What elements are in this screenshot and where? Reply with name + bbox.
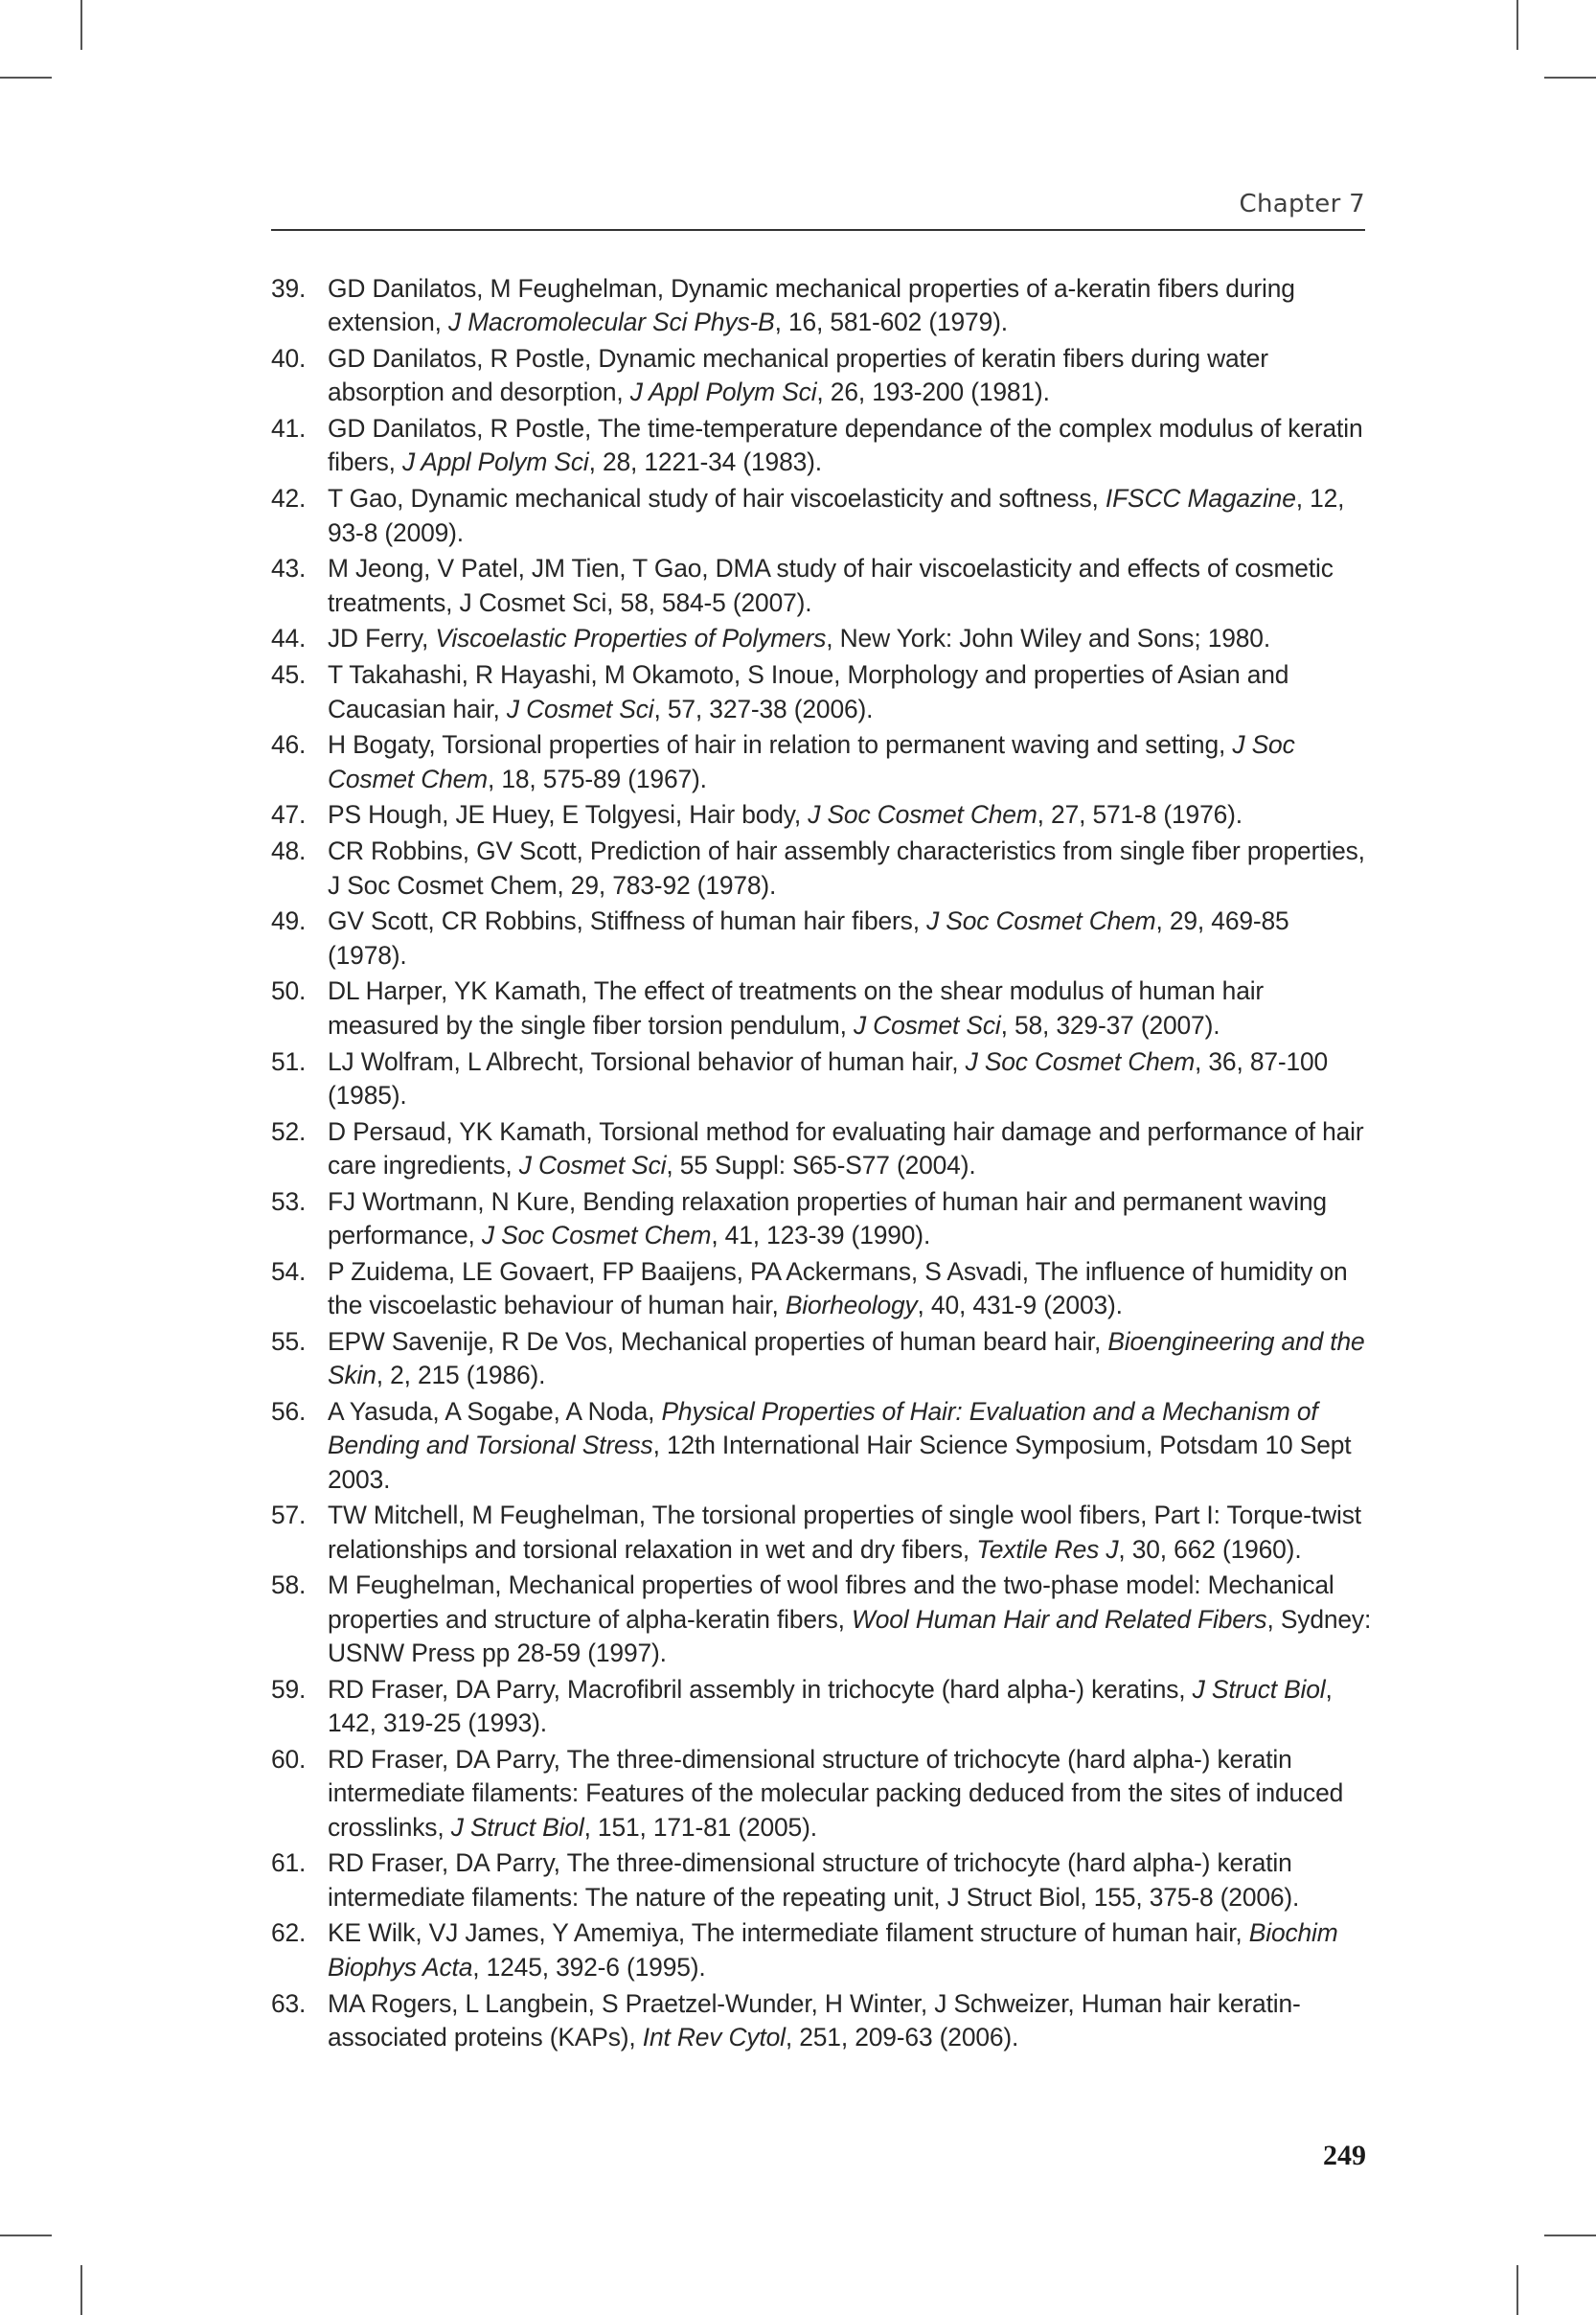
reference-item	[271, 658, 1373, 726]
reference-text-segment: PS Hough, JE Huey, E Tolgyesi, Hair body,	[328, 800, 809, 830]
reference-number: 58.	[271, 1570, 307, 1600]
reference-text-segment: , 57, 327-38 (2006).	[653, 694, 874, 723]
reference-text-segment: , 12, 93-8 (2009).	[328, 484, 1345, 547]
reference-source-title: J Struct Biol	[1192, 1674, 1326, 1704]
reference-item	[271, 835, 1373, 903]
reference-number: 62.	[271, 1918, 307, 1948]
reference-item	[271, 1115, 1373, 1183]
reference-text-segment: TW Mitchell, M Feughelman, The torsional properties of single wool fibers, Part I: Torque-twist relationships and torsional relaxation in wet and dry fibers,	[328, 1501, 1361, 1564]
reference-text-segment: D Persaud, YK Kamath, Torsional method for evaluating hair damage and performance of hair care ingredients,	[328, 1116, 1364, 1180]
reference-number: 47.	[271, 800, 307, 830]
reference-number: 45.	[271, 660, 307, 690]
reference-text	[328, 800, 1243, 829]
crop-mark	[1516, 2265, 1518, 2315]
reference-text	[328, 1397, 1351, 1494]
reference-text	[328, 484, 1344, 546]
reference-item	[271, 1916, 1373, 1984]
crop-mark	[1544, 2235, 1596, 2236]
reference-item	[271, 1846, 1373, 1914]
reference-text-segment: , 142, 319-25 (1993).	[328, 1674, 1333, 1738]
page-number: 249	[1323, 2140, 1366, 2171]
reference-text-segment: RD Fraser, DA Parry, The three-dimensional structure of trichocyte (hard alpha-) keratin intermediate filaments: Features of the molecular packing deduced from the sites of induced crosslinks,	[328, 1744, 1344, 1842]
reference-text-segment: , 40, 431-9 (2003).	[917, 1291, 1123, 1320]
reference-text-segment: RD Fraser, DA Parry, Macrofibril assembly in trichocyte (hard alpha-) keratins,	[328, 1674, 1193, 1704]
reference-text	[328, 730, 1295, 792]
reference-text	[328, 906, 1289, 969]
reference-item	[271, 1185, 1373, 1253]
reference-text	[328, 344, 1268, 406]
crop-mark	[0, 77, 52, 79]
reference-source-title: J Soc Cosmet Chem	[328, 730, 1295, 793]
reference-number: 61.	[271, 1848, 307, 1878]
reference-text-segment: RD Fraser, DA Parry, The three-dimensional structure of trichocyte (hard alpha-) keratin intermediate filaments: The nature of the repeating unit, J Struct Biol, 155, 375-8 (2006).	[328, 1848, 1300, 1912]
reference-source-title: Int Rev Cytol	[642, 2022, 786, 2051]
reference-list	[271, 272, 1373, 2057]
reference-text-segment: DL Harper, YK Kamath, The effect of treatments on the shear modulus of human hair measured by the single fiber torsion pendulum,	[328, 976, 1265, 1040]
reference-item	[271, 1045, 1373, 1113]
reference-text-segment: M Feughelman, Mechanical properties of wool fibres and the two-phase model: Mechanical properties and structure of alpha-keratin fibers,	[328, 1570, 1334, 1634]
reference-source-title: Biochim Biophys Acta	[328, 1918, 1338, 1982]
reference-text	[328, 1848, 1299, 1911]
reference-text	[328, 1117, 1364, 1180]
reference-item	[271, 552, 1373, 620]
reference-text	[328, 1257, 1348, 1319]
reference-item	[271, 798, 1373, 832]
reference-text-segment: , 58, 329-37 (2007).	[1000, 1010, 1220, 1040]
reference-text-segment: , 251, 209-63 (2006).	[785, 2022, 1019, 2051]
reference-text-segment: GV Scott, CR Robbins, Stiffness of human hair fibers,	[328, 906, 927, 936]
reference-number: 63.	[271, 1988, 307, 2018]
crop-mark	[80, 2265, 82, 2315]
reference-number: 48.	[271, 837, 307, 866]
reference-text	[328, 1918, 1338, 1981]
reference-text	[328, 414, 1362, 476]
reference-number: 52.	[271, 1116, 307, 1146]
reference-number: 44.	[271, 624, 307, 653]
reference-text	[328, 554, 1334, 616]
reference-text	[328, 660, 1288, 722]
reference-source-title: J Struct Biol	[450, 1812, 584, 1842]
reference-item	[271, 342, 1373, 410]
reference-number: 53.	[271, 1186, 307, 1216]
reference-source-title: J Soc Cosmet Chem	[808, 800, 1037, 830]
reference-text-segment: , 41, 123-39 (1990).	[711, 1221, 931, 1250]
reference-text-segment: MA Rogers, L Langbein, S Praetzel-Wunder, H Winter, J Schweizer, Human hair keratin-associated proteins (KAPs),	[328, 1988, 1301, 2051]
reference-number: 55.	[271, 1326, 307, 1356]
reference-text	[328, 976, 1264, 1039]
reference-source-title: J Appl Polym Sci	[629, 378, 817, 407]
reference-item	[271, 1325, 1373, 1393]
reference-text-segment: , 36, 87-100 (1985).	[328, 1046, 1329, 1110]
reference-text-segment: H Bogaty, Torsional properties of hair in relation to permanent waving and setting,	[328, 730, 1233, 760]
reference-source-title: J Cosmet Sci	[518, 1150, 667, 1180]
reference-text-segment: , 151, 171-81 (2005).	[583, 1812, 817, 1842]
reference-item	[271, 974, 1373, 1043]
reference-item	[271, 482, 1373, 550]
reference-source-title: J Cosmet Sci	[506, 694, 654, 723]
reference-text-segment: , 28, 1221-34 (1983).	[588, 447, 822, 477]
reference-number: 40.	[271, 344, 307, 374]
reference-source-title: Bioengineering and the Skin	[328, 1326, 1365, 1390]
reference-text	[328, 1187, 1327, 1249]
reference-text-segment: , 30, 662 (1960).	[1118, 1534, 1302, 1564]
reference-text-segment: KE Wilk, VJ James, Y Amemiya, The intermediate filament structure of human hair,	[328, 1918, 1249, 1948]
reference-item	[271, 1499, 1373, 1567]
reference-text	[328, 1989, 1301, 2051]
reference-text-segment: LJ Wolfram, L Albrecht, Torsional behavior of human hair,	[328, 1046, 966, 1076]
reference-number: 50.	[271, 976, 307, 1006]
reference-item	[271, 1395, 1373, 1497]
reference-number: 41.	[271, 414, 307, 444]
reference-text	[328, 837, 1365, 899]
reference-text	[328, 1570, 1371, 1667]
reference-item	[271, 728, 1373, 796]
reference-source-title: IFSCC Magazine	[1105, 484, 1296, 514]
reference-text	[328, 1675, 1333, 1737]
reference-text-segment: GD Danilatos, R Postle, The time-temperature dependance of the complex modulus of keratin fibers,	[328, 414, 1363, 477]
reference-text-segment: , 27, 571-8 (1976).	[1037, 800, 1243, 830]
crop-mark	[80, 0, 82, 50]
reference-text-segment: T Takahashi, R Hayashi, M Okamoto, S Inoue, Morphology and properties of Asian and Caucasian hair,	[328, 660, 1289, 723]
reference-source-title: J Cosmet Sci	[853, 1010, 1001, 1040]
reference-number: 60.	[271, 1744, 307, 1774]
reference-text-segment: GD Danilatos, M Feughelman, Dynamic mechanical properties of a-keratin fibers during extension,	[328, 274, 1295, 337]
reference-text-segment: , 12th International Hair Science Symposium, Potsdam 10 Sept 2003.	[328, 1431, 1352, 1494]
reference-item	[271, 412, 1373, 480]
reference-text-segment: JD Ferry,	[328, 624, 436, 653]
reference-item	[271, 272, 1373, 340]
reference-item	[271, 1987, 1373, 2055]
reference-text	[328, 624, 1270, 653]
reference-text-segment: GD Danilatos, R Postle, Dynamic mechanical properties of keratin fibers during water absorption and desorption,	[328, 344, 1268, 407]
reference-text-segment: T Gao, Dynamic mechanical study of hair viscoelasticity and softness,	[328, 484, 1106, 514]
reference-text-segment: P Zuidema, LE Govaert, FP Baaijens, PA Ackermans, S Asvadi, The influence of humidity on the viscoelastic behaviour of human hair,	[328, 1256, 1348, 1320]
reference-item	[271, 622, 1373, 655]
reference-text-segment: A Yasuda, A Sogabe, A Noda,	[328, 1397, 662, 1426]
reference-source-title: J Soc Cosmet Chem	[965, 1046, 1196, 1076]
reference-source-title: Biorheology	[785, 1291, 918, 1320]
reference-number: 57.	[271, 1501, 307, 1530]
reference-source-title: J Appl Polym Sci	[402, 447, 589, 477]
reference-source-title: J Soc Cosmet Chem	[926, 906, 1156, 936]
reference-text-segment: M Jeong, V Patel, JM Tien, T Gao, DMA study of hair viscoelasticity and effects of cosmetic treatments, J Cosmet Sci, 58, 584-5 (2007).	[328, 554, 1334, 617]
reference-text	[328, 1745, 1343, 1842]
reference-text	[328, 1501, 1361, 1563]
reference-number: 54.	[271, 1256, 307, 1286]
crop-mark	[1544, 77, 1596, 79]
reference-number: 42.	[271, 484, 307, 514]
reference-number: 49.	[271, 906, 307, 936]
reference-item	[271, 1569, 1373, 1670]
reference-source-title: Wool Human Hair and Related Fibers	[852, 1604, 1267, 1634]
reference-number: 51.	[271, 1046, 307, 1076]
reference-number: 59.	[271, 1674, 307, 1704]
reference-item	[271, 1255, 1373, 1323]
reference-text-segment: EPW Savenije, R De Vos, Mechanical properties of human beard hair,	[328, 1326, 1108, 1356]
reference-source-title: J Soc Cosmet Chem	[481, 1221, 712, 1250]
reference-number: 56.	[271, 1397, 307, 1426]
reference-text-segment: , 29, 469-85 (1978).	[328, 906, 1289, 970]
reference-text-segment: , Sydney: USNW Press pp 28-59 (1997).	[328, 1604, 1372, 1668]
reference-text-segment: , New York: John Wiley and Sons; 1980.	[826, 624, 1271, 653]
reference-source-title: Physical Properties of Hair: Evaluation and a Mechanism of Bending and Torsional Stress	[328, 1397, 1318, 1460]
reference-text-segment: FJ Wortmann, N Kure, Bending relaxation properties of human hair and permanent waving performance,	[328, 1186, 1327, 1250]
reference-text-segment: , 55 Suppl: S65-S77 (2004).	[666, 1150, 976, 1180]
reference-text	[328, 1047, 1328, 1110]
reference-number: 43.	[271, 554, 307, 584]
reference-item	[271, 905, 1373, 973]
reference-text-segment: CR Robbins, GV Scott, Prediction of hair assembly characteristics from single fiber properties, J Soc Cosmet Chem, 29, 783-92 (1978).	[328, 837, 1365, 900]
reference-text-segment: , 26, 193-200 (1981).	[816, 378, 1050, 407]
reference-text-segment: , 18, 575-89 (1967).	[488, 764, 707, 793]
reference-number: 46.	[271, 730, 307, 760]
reference-number: 39.	[271, 274, 307, 303]
reference-source-title: Textile Res J	[976, 1534, 1119, 1564]
crop-mark	[1516, 0, 1518, 50]
reference-text	[328, 274, 1295, 336]
reference-source-title: Viscoelastic Properties of Polymers	[435, 624, 827, 653]
crop-mark	[0, 2235, 52, 2236]
reference-source-title: J Macromolecular Sci Phys-B	[448, 308, 775, 337]
reference-text-segment: , 2, 215 (1986).	[376, 1361, 546, 1390]
reference-item	[271, 1743, 1373, 1845]
reference-text	[328, 1327, 1365, 1389]
running-header-chapter: Chapter 7	[1239, 190, 1365, 218]
reference-text-segment: , 1245, 392-6 (1995).	[472, 1952, 706, 1982]
reference-text-segment: , 16, 581-602 (1979).	[774, 308, 1008, 337]
reference-item	[271, 1673, 1373, 1741]
header-rule	[271, 229, 1365, 231]
